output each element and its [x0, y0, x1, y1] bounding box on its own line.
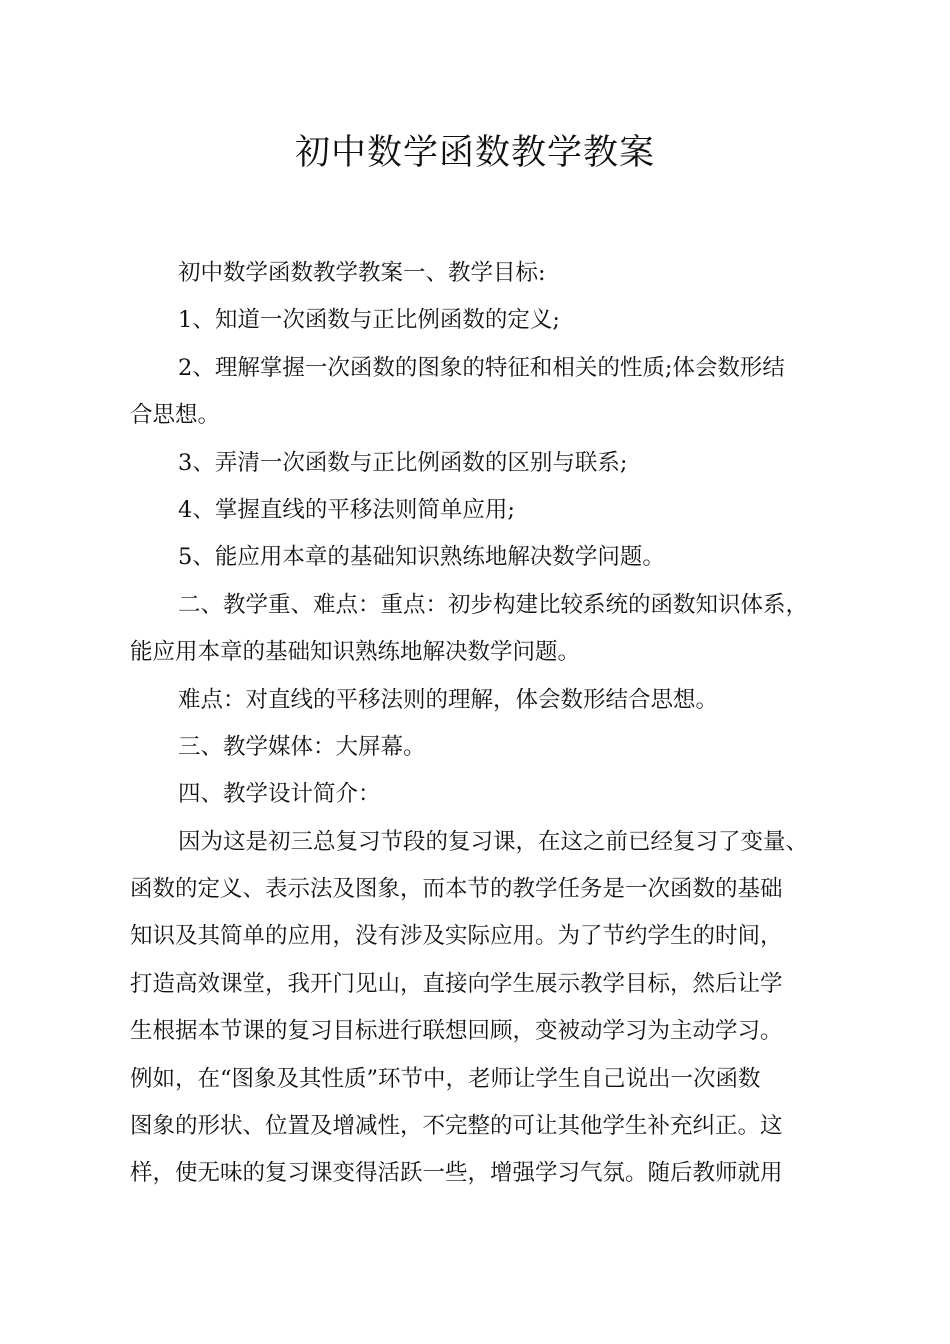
paragraph-line: 打造高效课堂，我开门见山，直接向学生展示教学目标，然后让学	[130, 970, 783, 997]
paragraph-line: 3、弄清一次函数与正比例函数的区别与联系;	[178, 449, 628, 476]
paragraph-line: 4、掌握直线的平移法则简单应用;	[178, 496, 515, 523]
document-body	[130, 250, 830, 1198]
paragraph-line: 难点：对直线的平移法则的理解，体会数形结合思想。	[178, 686, 719, 713]
paragraph-line: 三、教学媒体：大屏幕。	[178, 733, 426, 760]
document-title: 初中数学函数教学教案	[294, 133, 655, 173]
paragraph-line: 因为这是初三总复习节段的复习课，在这之前已经复习了变量、	[178, 828, 809, 855]
paragraph-line: 5、能应用本章的基础知识熟练地解决数学问题。	[178, 544, 665, 571]
paragraph-line: 生根据本节课的复习目标进行联想回顾，变被动学习为主动学习。	[130, 1018, 783, 1045]
paragraph-line: 二、教学重、难点：重点：初步构建比较系统的函数知识体系，	[178, 591, 809, 618]
paragraph-line: 样，使无味的复习课变得活跃一些，增强学习气氛。随后教师就用	[130, 1160, 783, 1187]
paragraph-line: 合思想。	[130, 402, 221, 429]
paragraph-line: 能应用本章的基础知识熟练地解决数学问题。	[130, 639, 581, 666]
paragraph-line: 初中数学函数教学教案一、教学目标:	[178, 260, 546, 286]
paragraph-line: 四、教学设计简介：	[178, 781, 381, 808]
paragraph-line: 函数的定义、表示法及图象，而本节的教学任务是一次函数的基础	[130, 876, 783, 903]
paragraph-line: 例如，在“图象及其性质”环节中，老师让学生自己说出一次函数	[130, 1065, 761, 1092]
paragraph-line: 图象的形状、位置及增减性，不完整的可让其他学生补充纠正。这	[130, 1113, 783, 1140]
paragraph-line: 2、理解掌握一次函数的图象的特征和相关的性质;体会数形结	[178, 354, 785, 381]
paragraph-line: 知识及其简单的应用，没有涉及实际应用。为了节约学生的时间，	[130, 923, 783, 950]
paragraph-line: 1、知道一次函数与正比例函数的定义;	[178, 307, 560, 334]
